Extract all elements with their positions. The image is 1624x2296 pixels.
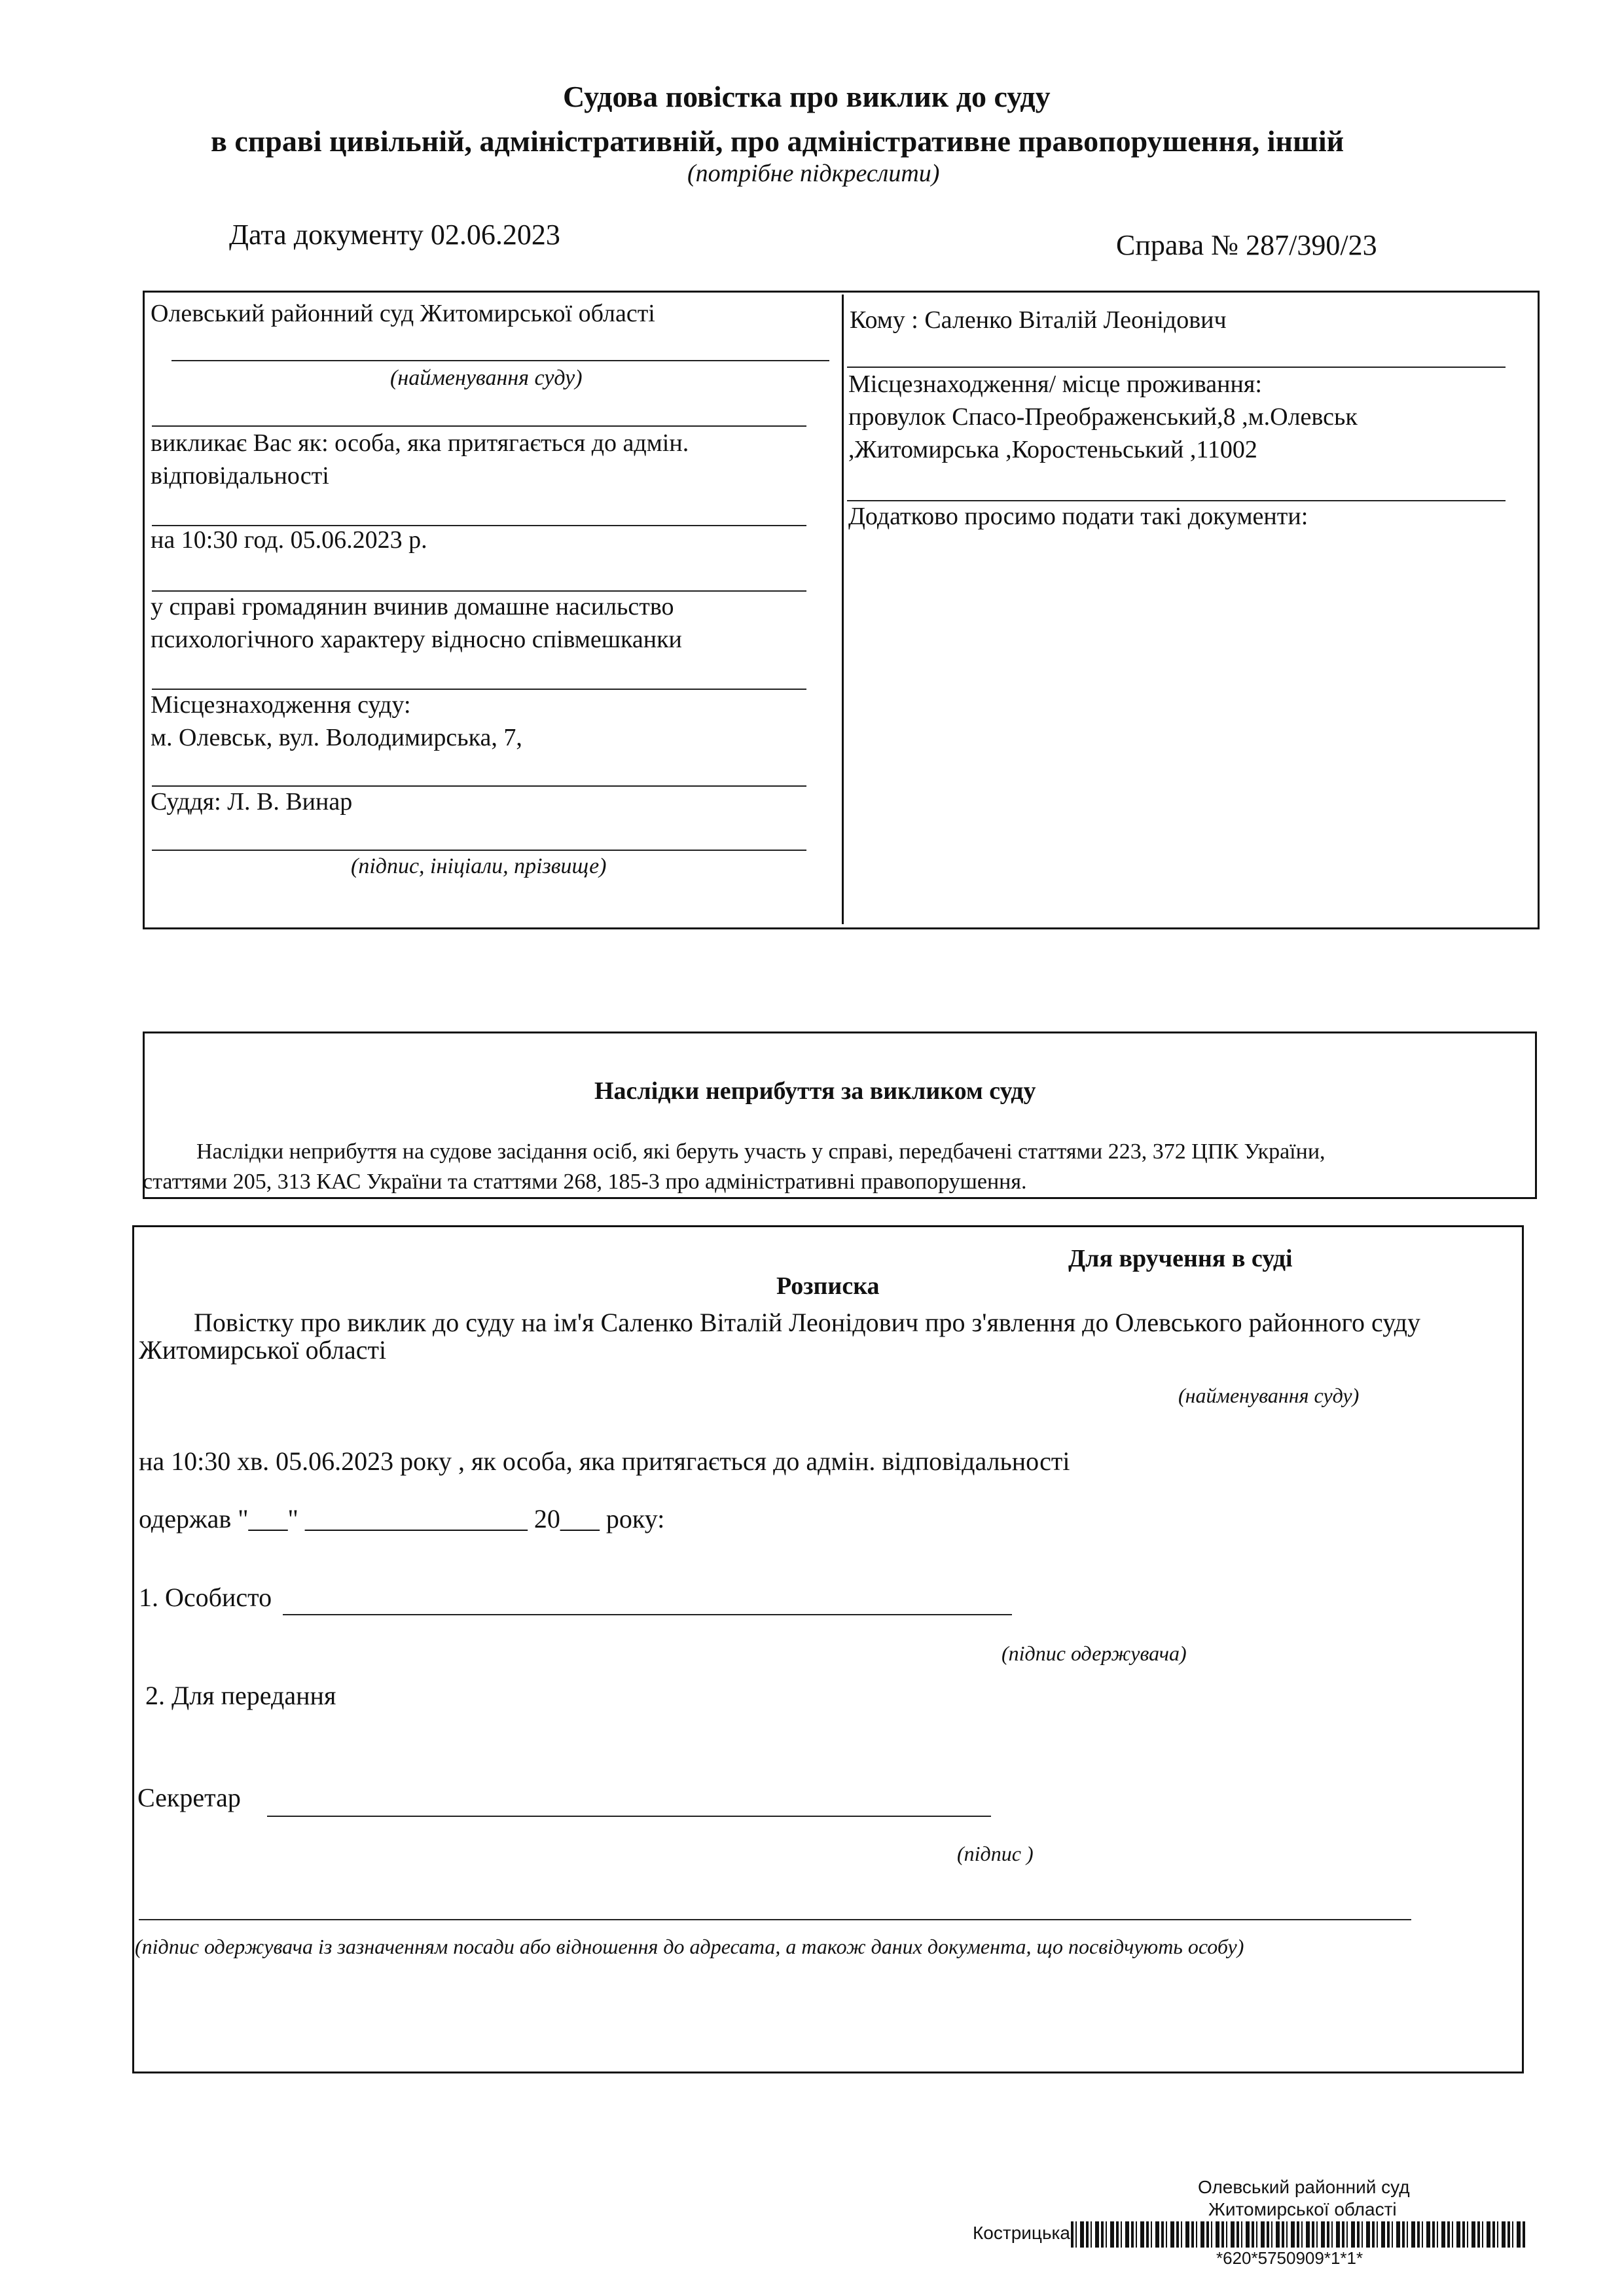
document-subtitle: в справі цивільній, адміністративній, про адміністративне правопорушення, іншій <box>211 124 1344 158</box>
consequences-title: Наслідки неприбуття за викликом суду <box>594 1077 1036 1105</box>
residence-line1: провулок Спасо-Преображенський,8 ,м.Олевськ <box>848 403 1358 431</box>
receipt-court-hint: (найменування суду) <box>1178 1384 1360 1407</box>
title-hint: (потрібне підкреслити) <box>687 160 940 187</box>
signature-line <box>152 850 806 851</box>
personally-signature-line <box>283 1614 1012 1615</box>
case-number: Справа № 287/390/23 <box>1116 229 1377 261</box>
delivery-label: Для вручення в суді <box>1068 1245 1293 1272</box>
court-location-label: Місцезнаходження суду: <box>151 691 411 719</box>
footer-stamp-line2: Житомирської області <box>1208 2199 1397 2219</box>
hearing-time: на 10:30 год. 05.06.2023 р. <box>151 526 427 554</box>
footer-stamp-line1: Олевський районний суд <box>1198 2177 1410 2197</box>
extra-documents-label: Додатково просимо подати такі документи: <box>848 503 1308 530</box>
bottom-signature-hint: (підпис одержувача із зазначенням посади або відношення до адресата, а також даних документа, що посвідчують особу) <box>135 1935 1244 1958</box>
court-name: Олевський районний суд Житомирської області <box>151 300 655 327</box>
recipient-name: Кому : Саленко Віталій Леонідович <box>850 306 1227 334</box>
court-name-hint: (найменування суду) <box>390 366 583 390</box>
separator-line <box>152 425 806 427</box>
consequences-text-line1: Наслідки неприбуття на судове засідання осіб, які беруть участь у справі, передбачені статтями 223, 372 ЦПК України, <box>196 1139 1326 1164</box>
judge-signature-hint: (підпис, ініціали, прізвище) <box>351 854 607 878</box>
residence-line2: ,Житомирська ,Коростеньський ,11002 <box>848 436 1257 463</box>
separator-line <box>152 590 806 592</box>
receipt-text-line1: Повістку про виклик до суду на ім'я Саленко Віталій Леонідович про з'явлення до Олевського районного суду <box>194 1308 1421 1337</box>
summons-as-line2: відповідальності <box>151 462 329 490</box>
separator-line <box>847 367 1506 368</box>
recipient-signature-hint: (підпис одержувача) <box>1001 1641 1187 1665</box>
secretary-label: Секретар <box>137 1783 241 1812</box>
document-title: Судова повістка про виклик до суду <box>563 80 1051 113</box>
for-transfer-label: 2. Для передання <box>145 1681 336 1710</box>
received-date-line: одержав "___" _________________ 20___ року: <box>139 1504 665 1534</box>
separator-line <box>152 785 806 787</box>
receipt-time-line: на 10:30 хв. 05.06.2023 року , як особа, яка притягається до адмін. відповідальності <box>139 1446 1070 1476</box>
case-description-line2: психологічного характеру відносно співмешканки <box>151 626 682 653</box>
summons-as-line1: викликає Вас як: особа, яка притягається до адмін. <box>151 429 689 457</box>
personally-label: 1. Особисто <box>139 1583 272 1612</box>
receipt-title: Розписка <box>776 1272 880 1300</box>
consequences-text-line2: статтями 205, 313 КАС України та статтями 268, 185-3 про адміністративні правопорушення. <box>143 1170 1027 1194</box>
case-description-line1: у справі громадянин вчинив домашне насильство <box>151 593 674 620</box>
barcode-text: *620*5750909*1*1* <box>1216 2248 1363 2268</box>
bottom-signature-line <box>139 1919 1411 1920</box>
secretary-signature-line <box>267 1816 991 1817</box>
court-location-value: м. Олевськ, вул. Володимирська, 7, <box>151 724 522 751</box>
judge-name: Суддя: Л. В. Винар <box>151 788 353 816</box>
separator-line <box>152 689 806 690</box>
document-date: Дата документу 02.06.2023 <box>229 219 560 251</box>
barcode <box>1071 2221 1526 2248</box>
summons-divider <box>842 295 844 924</box>
secretary-signature-hint: (підпис ) <box>957 1842 1034 1865</box>
residence-label: Місцезнаходження/ місце проживання: <box>848 370 1262 398</box>
clerk-name: Кострицька <box>973 2223 1070 2243</box>
receipt-text-line2: Житомирської області <box>139 1335 387 1365</box>
court-name-line <box>171 360 829 361</box>
separator-line <box>847 500 1506 501</box>
